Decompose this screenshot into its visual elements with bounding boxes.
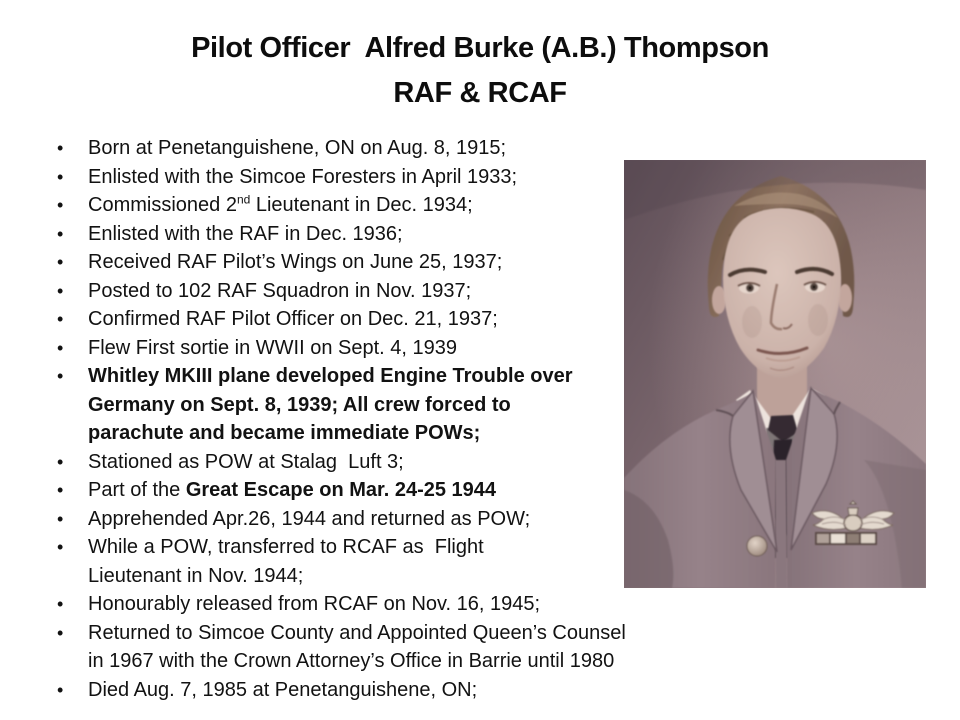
ribbon-3 [847, 534, 859, 543]
list-item-text: Part of the Great Escape on Mar. 24-25 1944 [88, 479, 497, 501]
list-item-text: Commissioned 2nd Lieutenant in Dec. 1934; [88, 192, 473, 216]
bullet-icon: • [57, 366, 64, 386]
list-item [36, 476, 646, 505]
list-item [36, 305, 646, 334]
bullet-icon: • [57, 622, 64, 643]
list-item-text: Honourably released from RCAF on Nov. 16, 1945; [88, 593, 541, 615]
list-item [36, 505, 646, 534]
list-item [36, 533, 646, 590]
bullet-icon: • [57, 480, 64, 500]
bullet-list [36, 134, 646, 704]
jacket-center [775, 460, 787, 588]
bullet-icon: • [57, 537, 64, 557]
bullet-icon: • [57, 195, 64, 215]
list-item-text: Flew First sortie in WWII on Sept. 4, 1939 [88, 336, 458, 359]
list-item-text: Returned to Simcoe County and Appointed Queen’s Counsel in 1967 with the Crown Attorney’s Office in Barrie until 1980 [88, 621, 626, 672]
list-item [36, 220, 646, 249]
list-item-text: Received RAF Pilot’s Wings on June 25, 1937; [88, 251, 503, 273]
bullet-icon: • [57, 594, 64, 614]
cheek-shadow-left [742, 306, 762, 338]
list-item-text: Confirmed RAF Pilot Officer on Dec. 21, 1937; [88, 308, 498, 330]
list-item [36, 590, 646, 619]
list-item-text: Apprehended Apr.26, 1944 and returned as POW; [88, 507, 531, 530]
bullet-icon: • [57, 679, 64, 700]
list-item [36, 248, 646, 277]
bullet-icon: • [57, 223, 64, 244]
bullet-icon: • [57, 166, 64, 187]
list-item-text: Enlisted with the Simcoe Foresters in April 1933; [88, 165, 518, 188]
list-item-text: Whitley MKIII plane developed Engine Trouble over Germany on Sept. 8, 1939; All crew forced to parachute and became immediate POWs; [88, 365, 573, 444]
list-item-text: Born at Penetanguishene, ON on Aug. 8, 1915; [88, 137, 507, 159]
portrait-photo [624, 160, 926, 588]
ribbon-4 [861, 534, 875, 543]
slide-title [0, 26, 960, 116]
list-item-text: Posted to 102 RAF Squadron in Nov. 1937; [88, 279, 472, 302]
ribbon-2 [831, 534, 845, 543]
list-item-text: While a POW, transferred to RCAF as Flight Lieutenant in Nov. 1944; [88, 536, 484, 587]
ribbon-bar [815, 532, 877, 545]
list-item [36, 676, 646, 705]
list-item [36, 448, 646, 477]
title-line-2: RAF & RCAF [393, 77, 567, 109]
list-item-text: Died Aug. 7, 1985 at Penetanguishene, ON; [88, 678, 478, 701]
list-item [36, 163, 646, 192]
bullet-icon: • [57, 252, 64, 272]
bullet-icon: • [57, 451, 64, 472]
eye-right-pupil [812, 285, 815, 288]
badge-roundel [844, 515, 862, 531]
title-line-1: Pilot Officer Alfred Burke (A.B.) Thompson [191, 32, 769, 64]
bullet-icon: • [57, 508, 64, 529]
cheek-shadow-right [808, 304, 828, 336]
list-item [36, 334, 646, 363]
list-item [36, 191, 646, 220]
list-item [36, 134, 646, 163]
jacket-button [747, 536, 767, 556]
bullet-icon: • [57, 309, 64, 329]
bullet-icon: • [57, 337, 64, 358]
list-item [36, 362, 646, 448]
ribbon-1 [817, 534, 829, 543]
list-item [36, 619, 646, 676]
list-item-text: Enlisted with the RAF in Dec. 1936; [88, 222, 403, 245]
bullet-icon: • [57, 138, 64, 158]
list-item-text: Stationed as POW at Stalag Luft 3; [88, 450, 404, 473]
bullet-icon: • [57, 280, 64, 301]
list-item [36, 277, 646, 306]
portrait-photo-illustration [624, 160, 926, 588]
eye-left-pupil [748, 286, 751, 289]
